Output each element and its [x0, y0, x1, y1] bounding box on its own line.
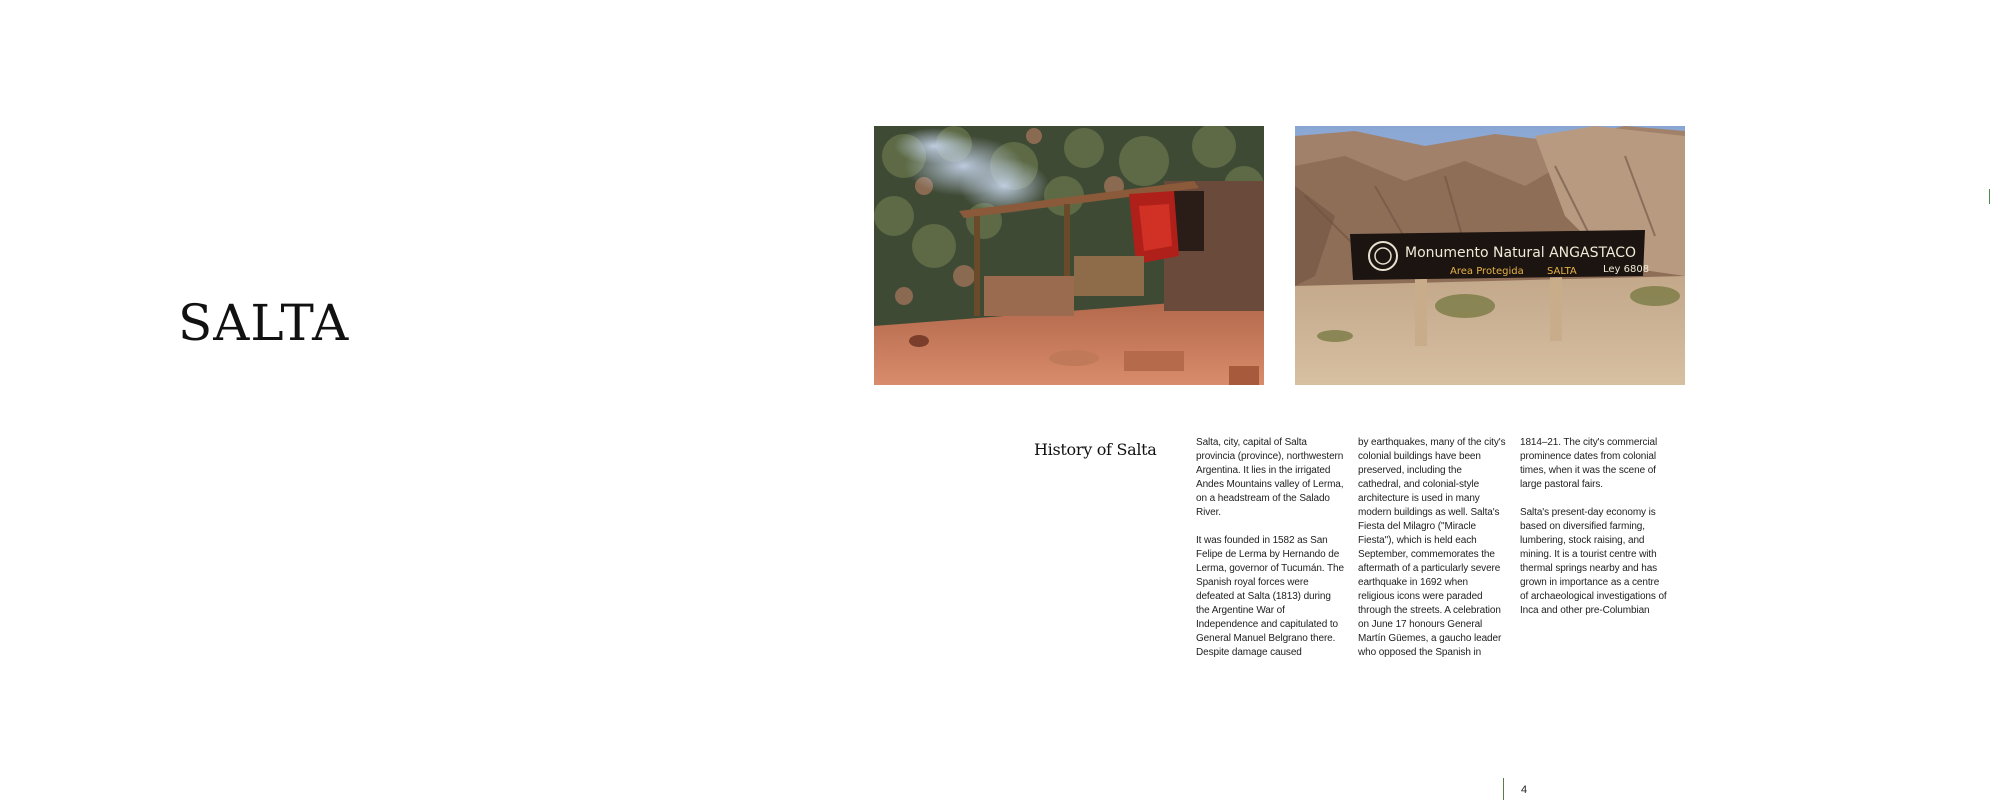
page-title: SALTA	[178, 294, 350, 352]
paragraph: by earthquakes, many of the city's colonial buildings have been preserved, including the cathedral, and colonial-style architecture is used in many modern buildings as well. Salta's Fiesta del Milagro ("Miracle Fiesta"), which is held each September, commemorates the aftermath of a particularly severe earthquake in 1692 when religious icons were paraded through the streets. A celebration on June 17 honours General Martín Güemes, a gaucho leader who opposed the Spanish in	[1358, 437, 1506, 658]
article-column-1	[1196, 436, 1344, 674]
sign-line1: Monumento Natural ANGASTACO	[1405, 245, 1637, 261]
sign-line2-right: SALTA	[1547, 266, 1577, 277]
photo-sign-image	[1295, 126, 1685, 385]
paragraph: Salta, city, capital of Salta provincia (province), northwestern Argentina. It lies in the irrigated Andes Mountains valley of Lerma, on a headstream of the Salado River.	[1196, 437, 1344, 518]
angastaco-sign-photo	[1295, 126, 1685, 385]
article-column-3	[1520, 436, 1668, 632]
footer-rule	[1503, 778, 1504, 800]
sign-line2-left: Area Protegida	[1450, 266, 1524, 277]
paragraph: It was founded in 1582 as San Felipe de Lerma by Hernando de Lerma, governor of Tucumán. The Spanish royal forces were defeated at Salta (1813) during the Argentine War of Independence and capitulated to General Manuel Belgrano there. Despite damage caused	[1196, 535, 1344, 658]
sign-law: Ley 6808	[1603, 264, 1650, 275]
edge-marker	[1989, 189, 1990, 204]
article-column-2	[1358, 436, 1506, 674]
paragraph: Salta's present-day economy is based on diversified farming, lumbering, stock raising, and mining. It is a tourist centre with thermal springs nearby and has grown in importance as a centre of archaeological investigations of Inca and other pre-Columbian	[1520, 507, 1667, 616]
photo-stall-image	[874, 126, 1264, 385]
page-number: 4	[1521, 784, 1528, 796]
roadside-stall-photo	[874, 126, 1264, 385]
section-heading: History of Salta	[1034, 440, 1157, 459]
paragraph: 1814–21. The city's commercial prominence dates from colonial times, when it was the scene of large pastoral fairs.	[1520, 437, 1658, 490]
